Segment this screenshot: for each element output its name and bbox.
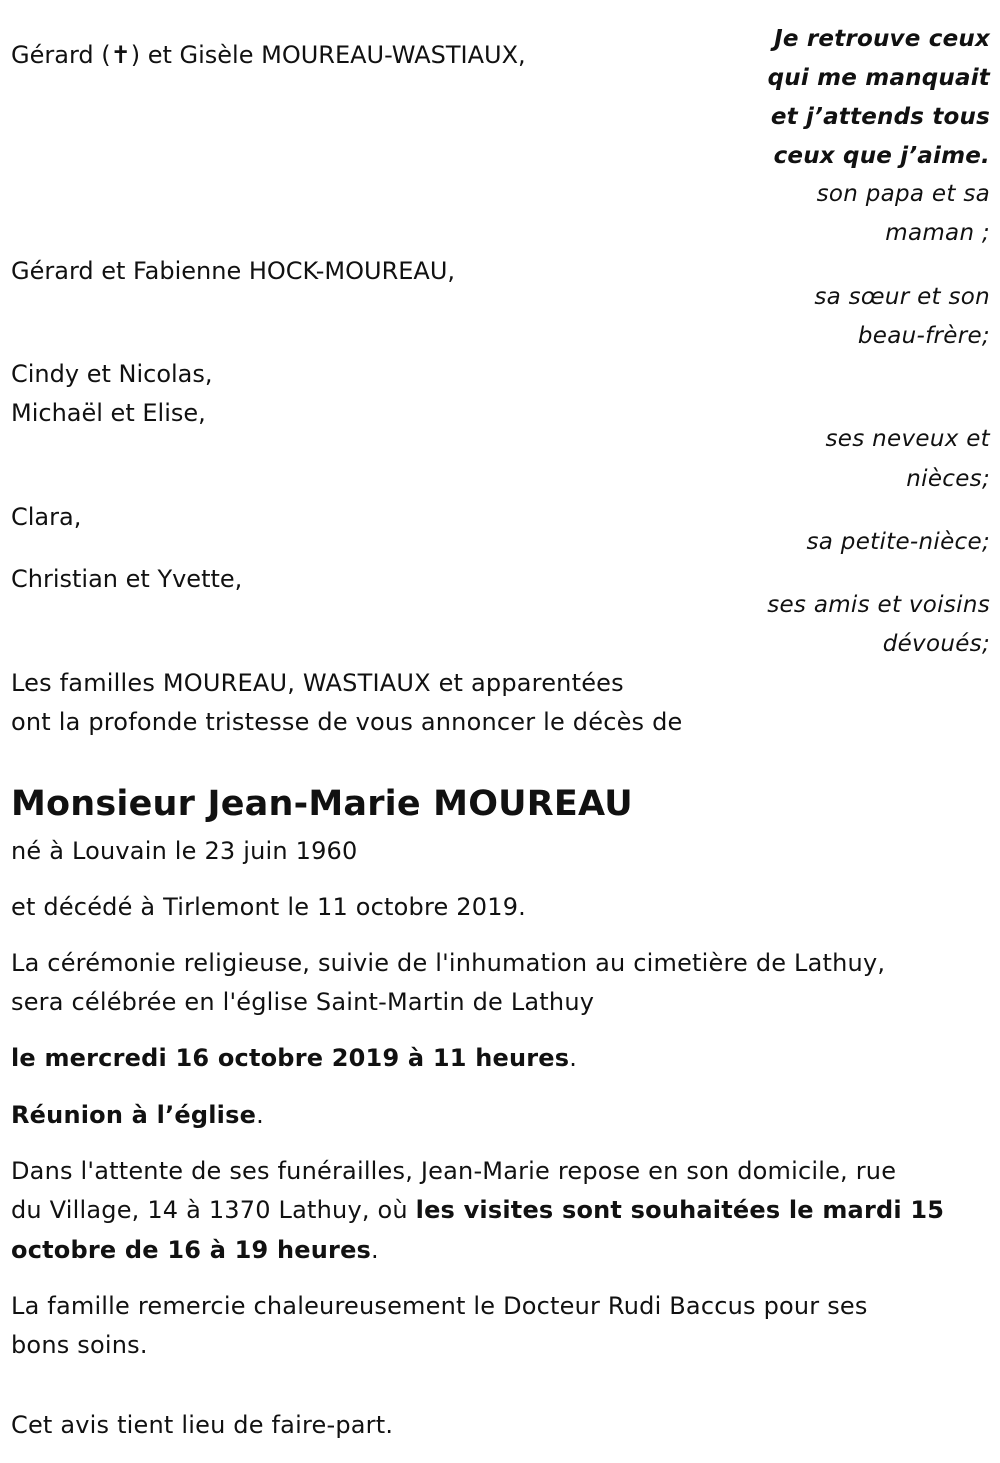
poem-line: et j’attends tous — [770, 104, 990, 130]
footer-note: Cet avis tient lieu de faire-part. — [11, 1411, 394, 1439]
relation-grandniece: sa petite-nièce; — [806, 529, 990, 555]
relation-nephews: nièces; — [906, 466, 990, 492]
relation-nephews: ses neveux et — [825, 426, 990, 452]
relation-sister: beau-frère; — [857, 323, 990, 349]
death-info: et décédé à Tirlemont le 11 octobre 2019. — [11, 893, 527, 921]
family-nephews-1: Cindy et Nicolas, — [11, 360, 213, 388]
families-announcement-2: ont la profonde tristesse de vous annoncer le décès de — [11, 708, 683, 736]
meeting-info-end: . — [256, 1101, 264, 1129]
visits-address: du Village, 14 à 1370 Lathuy, où — [11, 1196, 416, 1224]
families-announcement-1: Les familles MOUREAU, WASTIAUX et apparentées — [11, 669, 624, 697]
relation-friends: ses amis et voisins — [767, 592, 990, 618]
family-grandniece: Clara, — [11, 503, 82, 531]
poem-line: qui me manquait — [767, 65, 990, 91]
poem-line: ceux que j’aime. — [773, 143, 990, 169]
birth-info: né à Louvain le 23 juin 1960 — [11, 837, 358, 865]
relation-parents: maman ; — [885, 220, 990, 246]
family-sister: Gérard et Fabienne HOCK-MOUREAU, — [11, 257, 456, 285]
thanks-text-2: bons soins. — [11, 1331, 148, 1359]
family-nephews-2: Michaël et Elise, — [11, 399, 206, 427]
ceremony-date — [11, 1043, 577, 1073]
ceremony-text-1: La cérémonie religieuse, suivie de l'inhumation au cimetière de Lathuy, — [11, 949, 886, 977]
visits-hours-bold-2: octobre de 16 à 19 heures — [11, 1236, 372, 1264]
thanks-text-1: La famille remercie chaleureusement le Docteur Rudi Baccus pour ses — [11, 1292, 868, 1320]
relation-sister: sa sœur et son — [814, 284, 990, 310]
visits-text-3 — [11, 1235, 379, 1265]
family-parents: Gérard (✝) et Gisèle MOUREAU-WASTIAUX, — [11, 41, 526, 69]
ceremony-date-end: . — [569, 1044, 578, 1072]
visits-text-2 — [11, 1195, 944, 1225]
visits-text-1: Dans l'attente de ses funérailles, Jean-Marie repose en son domicile, rue — [11, 1157, 897, 1185]
meeting-info — [11, 1100, 264, 1130]
ceremony-date-bold: le mercredi 16 octobre 2019 à 11 heures — [11, 1044, 570, 1072]
visits-hours-bold: les visites sont souhaitées le mardi 15 — [415, 1196, 945, 1224]
ceremony-text-2: sera célébrée en l'église Saint-Martin de Lathuy — [11, 988, 595, 1016]
relation-parents: son papa et sa — [816, 181, 990, 207]
deceased-name: Monsieur Jean-Marie MOUREAU — [11, 784, 633, 824]
meeting-info-bold: Réunion à l’église — [11, 1101, 257, 1129]
visits-end: . — [371, 1236, 379, 1264]
relation-friends: dévoués; — [882, 631, 990, 657]
poem-line: Je retrouve ceux — [774, 26, 990, 52]
family-friends: Christian et Yvette, — [11, 565, 243, 593]
